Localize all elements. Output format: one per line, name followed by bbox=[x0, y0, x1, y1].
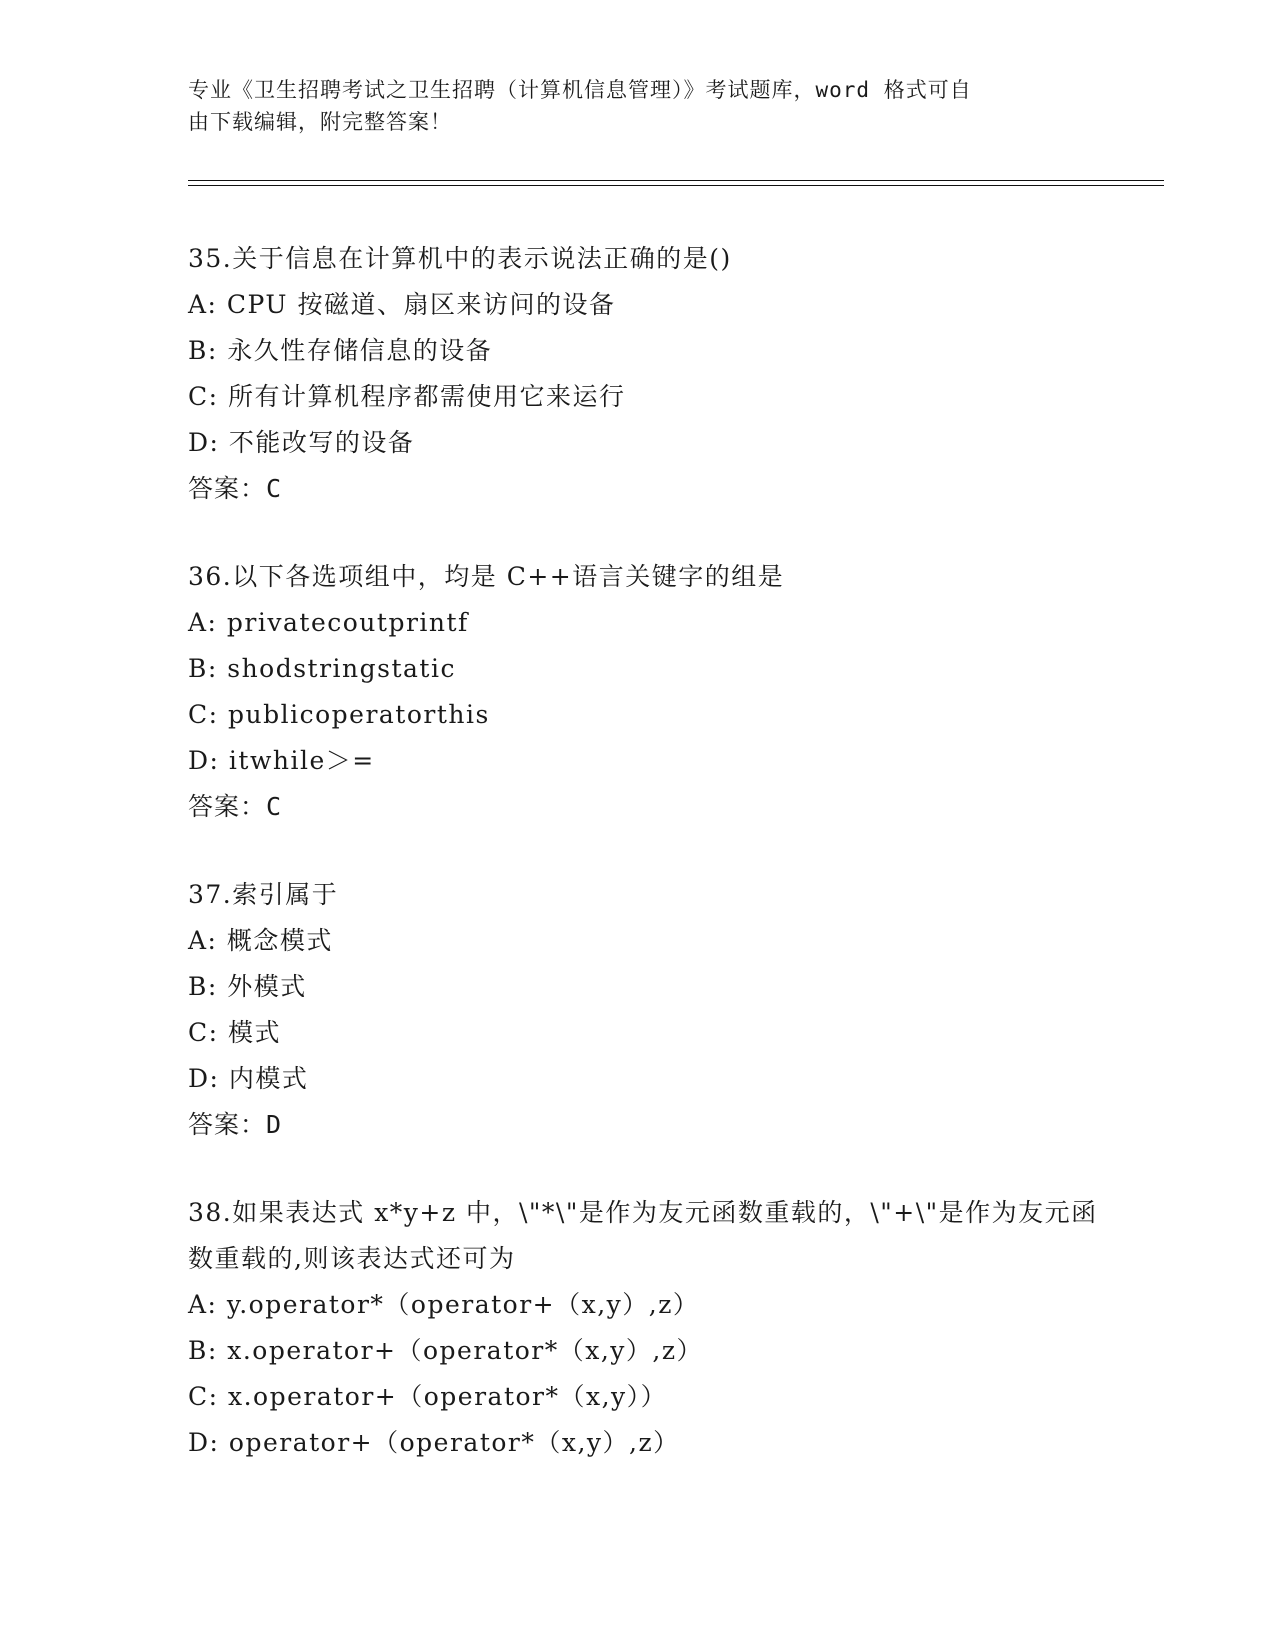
answer-text: 答案：C bbox=[188, 474, 283, 503]
option-b: B: 外模式 bbox=[188, 972, 307, 1001]
question-38 bbox=[188, 1190, 1108, 1466]
question-stem: 38.如果表达式 x*y+z 中，\"*\"是作为友元函数重载的，\"+\"是作为友元函数重载的,则该表达式还可为 bbox=[188, 1198, 1098, 1273]
question-35 bbox=[188, 236, 1108, 512]
option-d: D: itwhile＞= bbox=[188, 746, 375, 775]
option-d: D: operator+（operator*（x,y）,z） bbox=[188, 1428, 680, 1457]
question-stem: 36.以下各选项组中，均是 C++语言关键字的组是 bbox=[188, 562, 785, 591]
header-divider-bottom bbox=[188, 185, 1164, 186]
option-c: C: 所有计算机程序都需使用它来运行 bbox=[188, 382, 626, 411]
answer-text: 答案：C bbox=[188, 792, 283, 821]
option-d: D: 内模式 bbox=[188, 1064, 309, 1093]
header-line-2: 由下载编辑，附完整答案！ bbox=[188, 110, 452, 134]
option-b: B: x.operator+（operator*（x,y）,z） bbox=[188, 1336, 704, 1365]
option-a: A: 概念模式 bbox=[188, 926, 333, 955]
option-c: C: publicoperatorthis bbox=[188, 700, 490, 729]
answer-text: 答案：D bbox=[188, 1110, 283, 1139]
option-b: B: shodstringstatic bbox=[188, 654, 456, 683]
option-a: A: y.operator*（operator+（x,y）,z） bbox=[188, 1290, 700, 1319]
question-stem: 35.关于信息在计算机中的表示说法正确的是() bbox=[188, 244, 732, 273]
option-a: A: privatecoutprintf bbox=[188, 608, 469, 637]
question-37 bbox=[188, 872, 1108, 1148]
question-36 bbox=[188, 554, 1108, 830]
option-d: D: 不能改写的设备 bbox=[188, 428, 415, 457]
option-c: C: x.operator+（operator*（x,y）） bbox=[188, 1382, 668, 1411]
option-c: C: 模式 bbox=[188, 1018, 281, 1047]
header-line-1: 专业《卫生招聘考试之卫生招聘（计算机信息管理）》考试题库，word 格式可自 bbox=[188, 78, 972, 102]
option-b: B: 永久性存储信息的设备 bbox=[188, 336, 493, 365]
option-a: A: CPU 按磁道、扇区来访问的设备 bbox=[188, 290, 616, 319]
question-stem: 37.索引属于 bbox=[188, 880, 339, 909]
document-header bbox=[188, 74, 1088, 138]
question-list bbox=[188, 236, 1108, 1508]
header-divider-top bbox=[188, 180, 1164, 181]
